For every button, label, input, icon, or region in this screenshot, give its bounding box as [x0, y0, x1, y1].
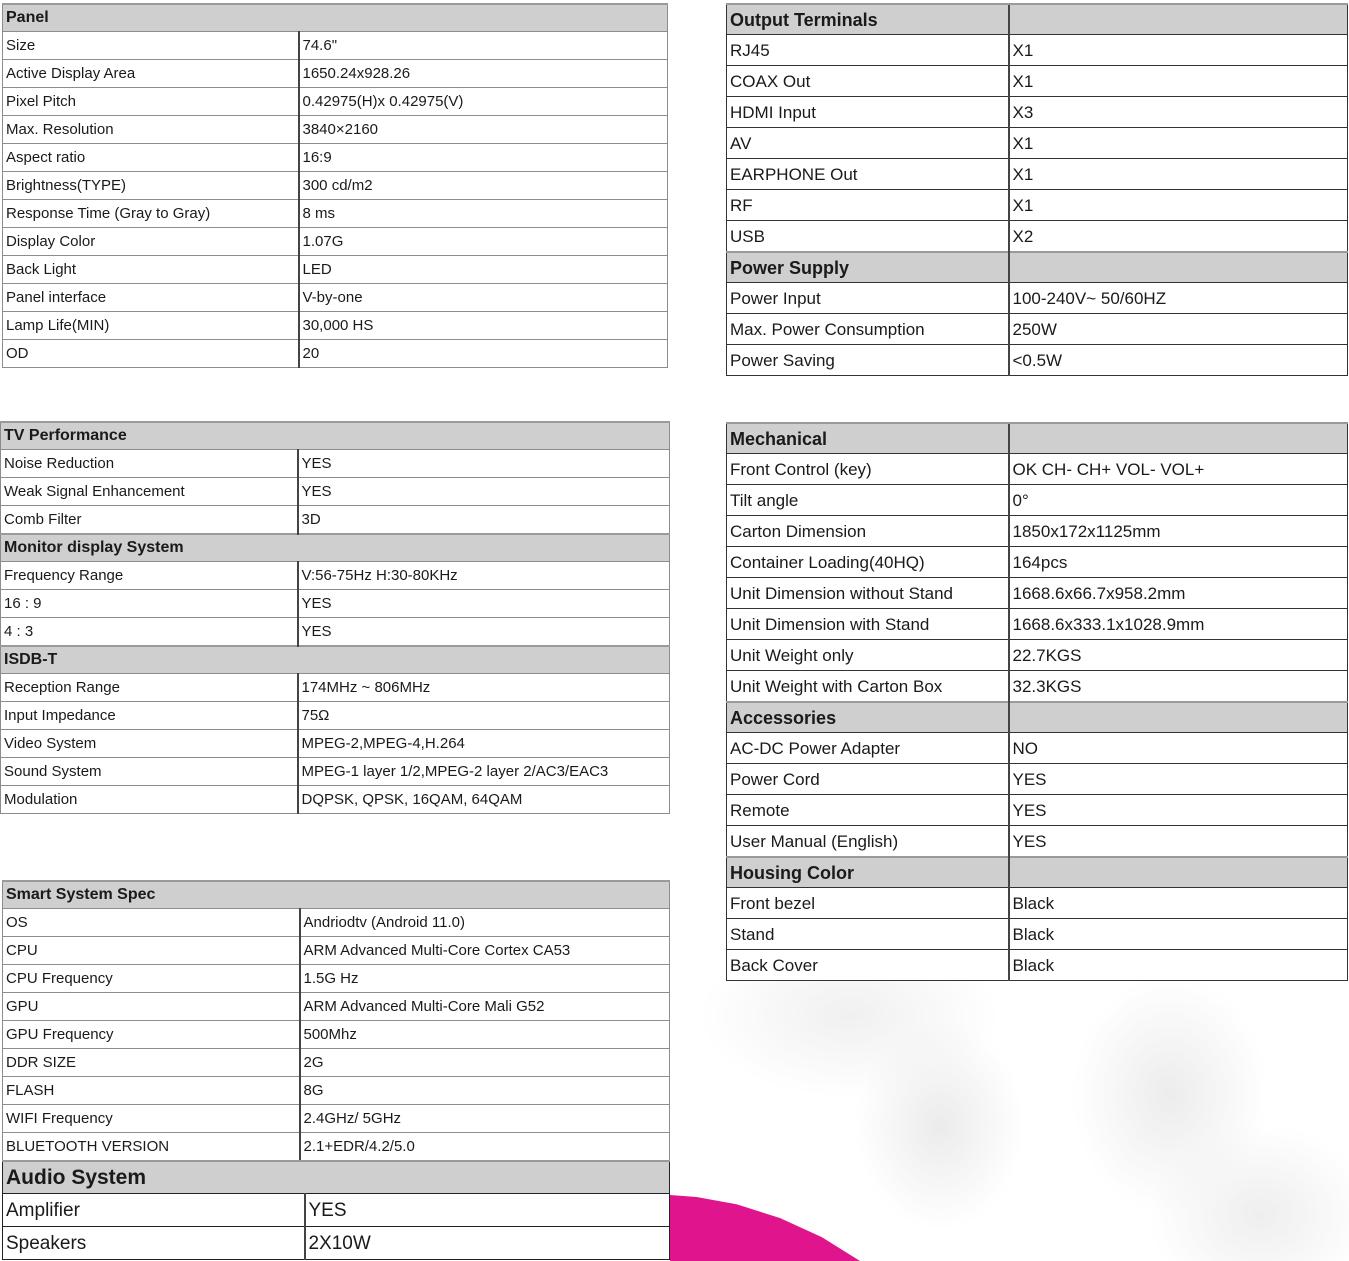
spec-row	[3, 1133, 670, 1161]
spec-value: Andriodtv (Android 11.0)	[300, 909, 670, 937]
spec-row	[1, 590, 670, 618]
accessories-section-header	[727, 702, 1348, 733]
spec-row	[727, 66, 1348, 97]
spec-label: Active Display Area	[3, 60, 299, 88]
spec-label: Back Cover	[727, 950, 1009, 981]
spec-label: Frequency Range	[1, 562, 298, 590]
spec-label: Remote	[727, 795, 1009, 826]
spec-label: Max. Power Consumption	[727, 314, 1009, 345]
spec-label: OD	[3, 340, 299, 368]
tv-performance-spec-table	[0, 421, 670, 814]
spec-label: Power Saving	[727, 345, 1009, 376]
spec-value: 500Mhz	[300, 1021, 670, 1049]
spec-value: <0.5W	[1009, 345, 1348, 376]
spec-value: 8 ms	[299, 200, 668, 228]
spec-row	[727, 97, 1348, 128]
spec-value: 32.3KGS	[1009, 671, 1348, 703]
spec-value: 74.6"	[299, 32, 668, 60]
smart-system-section-header	[3, 881, 670, 909]
section-title: Housing Color	[727, 857, 1009, 888]
spec-label: RJ45	[727, 35, 1009, 66]
housing-color-section-header	[727, 857, 1348, 888]
spec-label: Comb Filter	[1, 506, 298, 535]
spec-label: GPU	[3, 993, 300, 1021]
section-title-spacer	[1009, 423, 1348, 454]
spec-row	[3, 256, 668, 284]
spec-value: 174MHz ~ 806MHz	[298, 674, 670, 702]
spec-value: NO	[1009, 733, 1348, 764]
spec-row	[1, 450, 670, 478]
spec-label: Unit Weight with Carton Box	[727, 671, 1009, 703]
spec-label: Input Impedance	[1, 702, 298, 730]
spec-value: MPEG-1 layer 1/2,MPEG-2 layer 2/AC3/EAC3	[298, 758, 670, 786]
spec-label: AC-DC Power Adapter	[727, 733, 1009, 764]
spec-value: 16:9	[299, 144, 668, 172]
spec-label: Carton Dimension	[727, 516, 1009, 547]
spec-label: Video System	[1, 730, 298, 758]
spec-label: CPU Frequency	[3, 965, 300, 993]
spec-value: YES	[1009, 764, 1348, 795]
spec-label: Size	[3, 32, 299, 60]
spec-value: 75Ω	[298, 702, 670, 730]
spec-row	[727, 454, 1348, 485]
spec-row	[727, 609, 1348, 640]
spec-row	[3, 284, 668, 312]
spec-value: 8G	[300, 1077, 670, 1105]
spec-row	[727, 314, 1348, 345]
spec-label: Amplifier	[3, 1194, 305, 1227]
spec-label: Unit Weight only	[727, 640, 1009, 671]
spec-row	[3, 1105, 670, 1133]
section-title: ISDB-T	[1, 646, 670, 674]
spec-row	[727, 485, 1348, 516]
smart-system-spec-table	[2, 880, 670, 1161]
spec-row	[1, 758, 670, 786]
spec-label: RF	[727, 190, 1009, 221]
spec-value: 300 cd/m2	[299, 172, 668, 200]
output-power-spec-table	[726, 3, 1348, 376]
spec-value: V:56-75Hz H:30-80KHz	[298, 562, 670, 590]
spec-value: Black	[1009, 919, 1348, 950]
spec-value: DQPSK, QPSK, 16QAM, 64QAM	[298, 786, 670, 814]
spec-label: Front bezel	[727, 888, 1009, 919]
spec-label: Speakers	[3, 1227, 305, 1260]
spec-row	[727, 547, 1348, 578]
spec-value: 2G	[300, 1049, 670, 1077]
spec-row	[3, 144, 668, 172]
section-title: Power Supply	[727, 252, 1009, 283]
spec-value: ARM Advanced Multi-Core Mali G52	[300, 993, 670, 1021]
section-title: TV Performance	[1, 422, 670, 450]
spec-row	[1, 674, 670, 702]
spec-label: Brightness(TYPE)	[3, 172, 299, 200]
spec-row	[727, 826, 1348, 858]
spec-label: GPU Frequency	[3, 1021, 300, 1049]
section-title-spacer	[1009, 702, 1348, 733]
spec-label: CPU	[3, 937, 300, 965]
spec-row	[3, 909, 670, 937]
spec-label: 16 : 9	[1, 590, 298, 618]
spec-row	[727, 888, 1348, 919]
spec-value: X1	[1009, 66, 1348, 97]
spec-label: HDMI Input	[727, 97, 1009, 128]
spec-value: OK CH- CH+ VOL- VOL+	[1009, 454, 1348, 485]
spec-value: X3	[1009, 97, 1348, 128]
spec-label: USB	[727, 221, 1009, 253]
spec-row	[3, 312, 668, 340]
spec-value: 1668.6x66.7x958.2mm	[1009, 578, 1348, 609]
spec-label: Pixel Pitch	[3, 88, 299, 116]
spec-value: YES	[1009, 826, 1348, 858]
spec-label: Lamp Life(MIN)	[3, 312, 299, 340]
spec-label: BLUETOOTH VERSION	[3, 1133, 300, 1161]
spec-label: Max. Resolution	[3, 116, 299, 144]
spec-value: YES	[298, 618, 670, 647]
mechanical-section-header	[727, 423, 1348, 454]
spec-label: DDR SIZE	[3, 1049, 300, 1077]
spec-value: 164pcs	[1009, 547, 1348, 578]
section-title: Mechanical	[727, 423, 1009, 454]
panel-section-header	[3, 4, 668, 32]
spec-row	[727, 578, 1348, 609]
spec-row	[3, 1021, 670, 1049]
output-terminals-section-header	[727, 4, 1348, 35]
spec-row	[3, 32, 668, 60]
spec-label: 4 : 3	[1, 618, 298, 647]
spec-row	[3, 993, 670, 1021]
spec-row	[3, 88, 668, 116]
spec-row	[3, 1049, 670, 1077]
section-title-spacer	[1009, 252, 1348, 283]
spec-value: 0.42975(H)x 0.42975(V)	[299, 88, 668, 116]
spec-row	[3, 965, 670, 993]
audio-system-spec-table	[2, 1160, 670, 1260]
spec-value: MPEG-2,MPEG-4,H.264	[298, 730, 670, 758]
spec-label: COAX Out	[727, 66, 1009, 97]
spec-value: YES	[298, 450, 670, 478]
panel-spec-table	[2, 3, 668, 368]
spec-row	[727, 283, 1348, 314]
spec-value: X1	[1009, 35, 1348, 66]
spec-label: AV	[727, 128, 1009, 159]
spec-label: Noise Reduction	[1, 450, 298, 478]
spec-value: 2X10W	[305, 1227, 670, 1260]
spec-value: 20	[299, 340, 668, 368]
spec-value: Black	[1009, 950, 1348, 981]
spec-row	[1, 702, 670, 730]
spec-row	[727, 950, 1348, 981]
spec-value: ARM Advanced Multi-Core Cortex CA53	[300, 937, 670, 965]
spec-value: 1.07G	[299, 228, 668, 256]
spec-label: OS	[3, 909, 300, 937]
audio-system-section-header	[3, 1161, 670, 1194]
spec-value: YES	[1009, 795, 1348, 826]
spec-value: X2	[1009, 221, 1348, 253]
spec-row	[1, 562, 670, 590]
background-family-photo	[700, 975, 1349, 1261]
spec-label: Stand	[727, 919, 1009, 950]
spec-label: Tilt angle	[727, 485, 1009, 516]
spec-row	[3, 116, 668, 144]
spec-row	[3, 1227, 670, 1260]
spec-label: Weak Signal Enhancement	[1, 478, 298, 506]
mechanical-spec-table	[726, 422, 1348, 981]
spec-row	[1, 618, 670, 647]
spec-value: 2.1+EDR/4.2/5.0	[300, 1133, 670, 1161]
spec-value: 0°	[1009, 485, 1348, 516]
spec-value: 1.5G Hz	[300, 965, 670, 993]
spec-label: Unit Dimension with Stand	[727, 609, 1009, 640]
spec-label: User Manual (English)	[727, 826, 1009, 858]
spec-row	[727, 795, 1348, 826]
spec-label: Display Color	[3, 228, 299, 256]
spec-row	[727, 159, 1348, 190]
spec-label: Reception Range	[1, 674, 298, 702]
section-title: Audio System	[3, 1161, 670, 1194]
isdbt-section-header	[1, 646, 670, 674]
spec-row	[3, 60, 668, 88]
spec-value: 30,000 HS	[299, 312, 668, 340]
spec-label: Unit Dimension without Stand	[727, 578, 1009, 609]
section-title: Panel	[3, 4, 668, 32]
spec-label: WIFI Frequency	[3, 1105, 300, 1133]
spec-label: Power Cord	[727, 764, 1009, 795]
spec-value: X1	[1009, 159, 1348, 190]
spec-value: 1650.24x928.26	[299, 60, 668, 88]
section-title: Smart System Spec	[3, 881, 670, 909]
spec-row	[1, 730, 670, 758]
spec-value: 22.7KGS	[1009, 640, 1348, 671]
spec-value: LED	[299, 256, 668, 284]
spec-value: YES	[298, 590, 670, 618]
tv-performance-section-header	[1, 422, 670, 450]
spec-value: YES	[298, 478, 670, 506]
spec-value: V-by-one	[299, 284, 668, 312]
spec-row	[727, 671, 1348, 703]
spec-label: FLASH	[3, 1077, 300, 1105]
spec-value: 1850x172x1125mm	[1009, 516, 1348, 547]
spec-row	[727, 190, 1348, 221]
spec-row	[3, 200, 668, 228]
spec-row	[727, 221, 1348, 253]
spec-value: 3D	[298, 506, 670, 535]
monitor-display-section-header	[1, 534, 670, 562]
power-supply-section-header	[727, 252, 1348, 283]
spec-value: YES	[305, 1194, 670, 1227]
spec-row	[3, 172, 668, 200]
spec-row	[1, 786, 670, 814]
spec-label: EARPHONE Out	[727, 159, 1009, 190]
spec-row	[3, 340, 668, 368]
spec-row	[727, 919, 1348, 950]
spec-row	[727, 516, 1348, 547]
spec-row	[727, 640, 1348, 671]
spec-label: Aspect ratio	[3, 144, 299, 172]
spec-value: X1	[1009, 128, 1348, 159]
section-title: Output Terminals	[727, 4, 1009, 35]
section-title: Monitor display System	[1, 534, 670, 562]
spec-value: 250W	[1009, 314, 1348, 345]
spec-row	[3, 1077, 670, 1105]
spec-label: Container Loading(40HQ)	[727, 547, 1009, 578]
section-title-spacer	[1009, 857, 1348, 888]
spec-row	[3, 228, 668, 256]
spec-row	[1, 506, 670, 535]
spec-row	[727, 345, 1348, 376]
spec-row	[727, 35, 1348, 66]
spec-value: Black	[1009, 888, 1348, 919]
spec-label: Panel interface	[3, 284, 299, 312]
spec-row	[727, 128, 1348, 159]
spec-row	[727, 764, 1348, 795]
section-title-spacer	[1009, 4, 1348, 35]
spec-label: Back Light	[3, 256, 299, 284]
spec-row	[1, 478, 670, 506]
spec-label: Sound System	[1, 758, 298, 786]
spec-value: 2.4GHz/ 5GHz	[300, 1105, 670, 1133]
spec-label: Front Control (key)	[727, 454, 1009, 485]
spec-row	[3, 1194, 670, 1227]
spec-row	[3, 937, 670, 965]
spec-value: 3840×2160	[299, 116, 668, 144]
spec-label: Response Time (Gray to Gray)	[3, 200, 299, 228]
spec-value: X1	[1009, 190, 1348, 221]
spec-value: 100-240V~ 50/60HZ	[1009, 283, 1348, 314]
spec-value: 1668.6x333.1x1028.9mm	[1009, 609, 1348, 640]
spec-label: Power Input	[727, 283, 1009, 314]
spec-label: Modulation	[1, 786, 298, 814]
spec-row	[727, 733, 1348, 764]
section-title: Accessories	[727, 702, 1009, 733]
